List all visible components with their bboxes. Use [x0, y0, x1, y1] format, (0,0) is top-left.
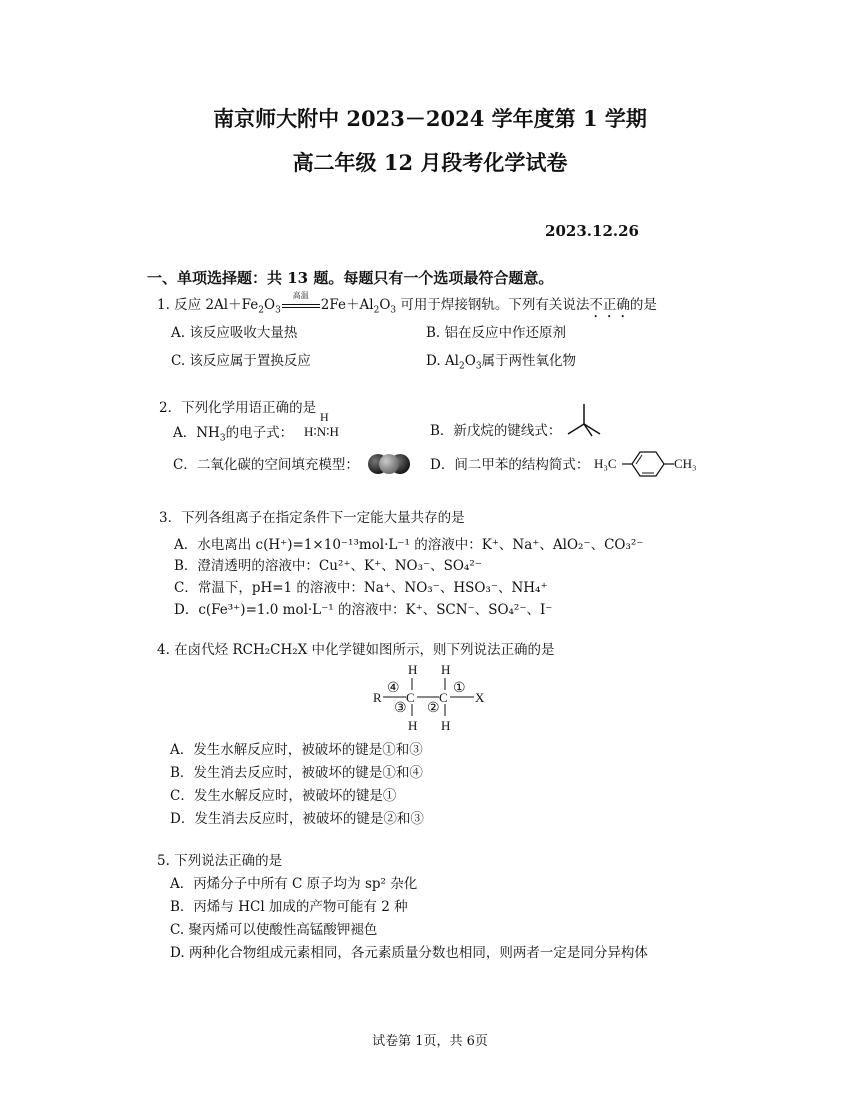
q2-option-a-text: 的电子式：: [225, 425, 294, 441]
q2-option-b: B．新戊烷的键线式：: [430, 423, 562, 439]
q4-option-a: A．发生水解反应时，被破坏的键是①和③: [170, 742, 423, 758]
q1-option-b: B. 铝在反应中作还原剂: [426, 325, 567, 341]
mol-r: R: [373, 690, 382, 705]
mol-bond-2: ②: [427, 701, 440, 716]
q5-option-b: B．丙烯与 HCl 加成的产物可能有 2 种: [170, 899, 408, 915]
mol-c-right: C: [439, 690, 448, 705]
question-1-stem: 1. 反应 $2Al+Fe_2O_3$ 高温 $2Fe+Al_2O_3$ 可用于焊接钢轨。下列有关说法不正确的是: [157, 296, 657, 321]
reaction-condition-label: 高温: [292, 291, 309, 300]
q1-stem-part-b: 2Fe＋Al: [320, 297, 374, 313]
q1-emphasis: 不正确: [589, 297, 630, 313]
page-footer: 试卷第 1页，共 6页: [372, 1034, 488, 1049]
q5-option-a: A．丙烯分子中所有 C 原子均为 sp² 杂化: [170, 876, 418, 892]
q5-option-c: C. 聚丙烯可以使酸性高锰酸钾褪色: [170, 922, 378, 938]
q1-option-d-b: 属于两性氧化物: [481, 353, 577, 369]
q3-option-a: A．水电离出 c(H⁺)=1×10⁻¹³mol·L⁻¹ 的溶液中：K⁺、Na⁺、AlO₂⁻、CO₃²⁻: [174, 537, 644, 553]
q1-stem-part-d: 的是: [629, 297, 657, 313]
mol-x: X: [475, 690, 485, 705]
mol-bond-3: ③: [394, 701, 407, 716]
mol-h-bottom-left: H: [408, 718, 418, 733]
q3-option-c: C．常温下，pH=1 的溶液中：Na⁺、NO₃⁻、HSO₃⁻、NH₄⁺: [174, 580, 548, 596]
mol-h-top-right: H: [441, 662, 451, 677]
q3-option-b: B．澄清透明的溶液中：Cu²⁺、K⁺、NO₃⁻、SO₄²⁻: [174, 558, 482, 574]
neopentane-skeletal-formula: [564, 400, 604, 440]
mol-bond-lines: [370, 660, 490, 740]
q4-option-c: C．发生水解反应时，被破坏的键是①: [170, 788, 397, 804]
q1-option-d: D. $Al_2O_3$属于两性氧化物: [426, 353, 577, 372]
q4-option-d: D．发生消去反应时，被破坏的键是②和③: [170, 811, 424, 827]
m-xylene-right-group: CH₃: [674, 456, 697, 471]
q2-option-d: D．间二甲苯的结构简式：: [430, 457, 590, 473]
q1-stem-part-c: 可用于焊接钢轨。下列有关说法: [400, 297, 590, 313]
mol-c-left: C: [406, 690, 415, 705]
question-3-stem: 3．下列各组离子在指定条件下一定能大量共存的是: [159, 510, 465, 526]
q1-option-c: C. 该反应属于置换反应: [171, 353, 311, 369]
nh3-electron-h-top: H: [320, 410, 329, 424]
q5-option-d: D. 两种化合物组成元素相同，各元素质量分数也相同，则两者一定是同分异构体: [170, 945, 648, 961]
question-2-stem: 2．下列化学用语正确的是: [159, 400, 317, 416]
benzene-ring-icon: [622, 448, 674, 480]
mol-h-top-left: H: [408, 662, 418, 677]
section-heading: 一、单项选择题：共 13 题。每题只有一个选项最符合题意。: [147, 269, 554, 287]
question-5-stem: 5. 下列说法正确的是: [157, 853, 283, 869]
exam-title-line2: 高二年级 12 月段考化学试卷: [292, 150, 568, 175]
question-4-stem: 4. 在卤代烃 RCH₂CH₂X 中化学键如图所示，则下列说法正确的是: [157, 642, 555, 658]
q1-option-a: A. 该反应吸收大量热: [171, 325, 298, 341]
mol-h-bottom-right: H: [441, 718, 451, 733]
mol-bond-1: ①: [453, 681, 466, 696]
q4-option-b: B．发生消去反应时，被破坏的键是①和④: [170, 765, 423, 781]
q1-option-d-a: D. Al: [426, 353, 459, 369]
co2-space-filling-model: [364, 452, 414, 476]
m-xylene-left-group: H₃C: [594, 456, 617, 471]
exam-title-line1: 南京师大附中 2023－2024 学年度第 1 学期: [213, 106, 647, 131]
q2-option-a-label: A．NH: [173, 425, 220, 441]
exam-date: 2023.12.26: [545, 222, 639, 240]
nh3-electron-formula: H∶N∶H: [304, 424, 339, 439]
q2-option-c: C．二氧化碳的空间填充模型：: [173, 457, 359, 473]
reaction-condition: [281, 291, 321, 314]
mol-bond-4: ④: [387, 681, 400, 696]
q3-option-d: D．c(Fe³⁺)=1.0 mol·L⁻¹ 的溶液中：K⁺、SCN⁻、SO₄²⁻、I⁻: [174, 602, 553, 618]
q2-option-a: A．$NH_3$的电子式：: [173, 425, 294, 444]
q1-stem-part-a: 1. 反应 2Al＋Fe: [157, 297, 259, 313]
